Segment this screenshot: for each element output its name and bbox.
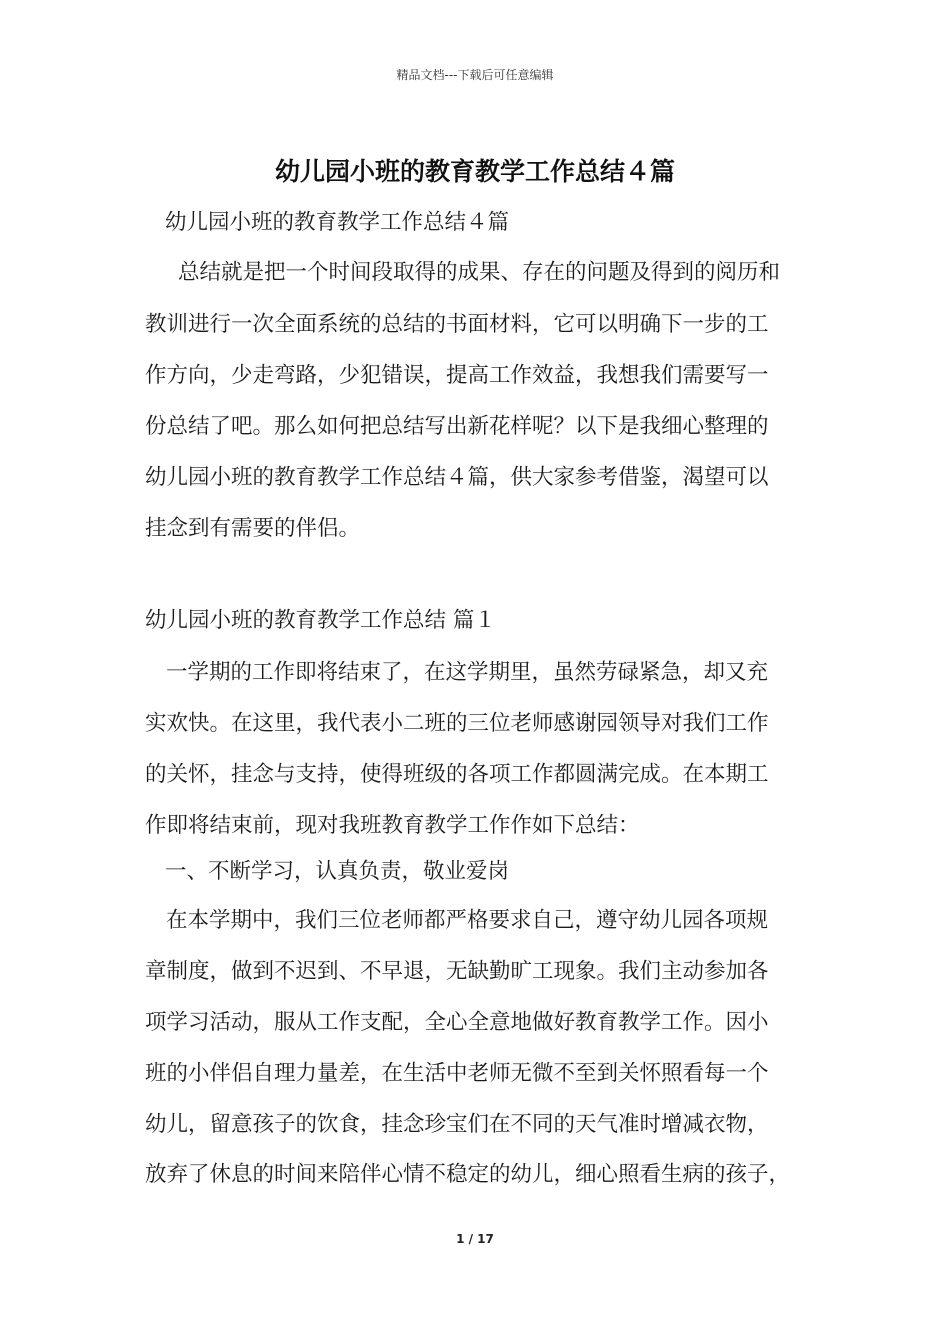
page-number: 1 / 17 (456, 1232, 494, 1246)
paragraph-line: 幼儿，留意孩子的饮食，挂念珍宝们在不同的天气准时增减衣物， (145, 1112, 769, 1137)
paragraph-line: 挂念到有需要的伴侣。 (145, 516, 361, 541)
paragraph-line: 总结就是把一个时间段取得的成果、存在的问题及得到的阅历和 (178, 260, 781, 285)
paragraph-line: 幼儿园小班的教育教学工作总结４篇，供大家参考借鉴，渴望可以 (145, 465, 769, 490)
paragraph-line: 项学习活动，服从工作支配，全心全意地做好教育教学工作。因小 (145, 1010, 769, 1035)
paragraph-line: 教训进行一次全面系统的总结的书面材料，它可以明确下一步的工 (145, 312, 769, 337)
paragraph-line: 作即将结束前，现对我班教育教学工作作如下总结： (145, 813, 640, 838)
paragraph-line: 一学期的工作即将结束了，在这学期里，虽然劳碌紧急，却又充 (166, 660, 769, 685)
paragraph-line: 实欢快。在这里，我代表小二班的三位老师感谢园领导对我们工作 (145, 711, 769, 736)
page-header: 精品文档---下载后可任意编辑 (396, 68, 554, 82)
section-heading: 幼儿园小班的教育教学工作总结 篇１ (145, 608, 496, 633)
paragraph-line: 作方向，少走弯路，少犯错误，提高工作效益，我想我们需要写一 (145, 363, 769, 388)
document-title: 幼儿园小班的教育教学工作总结４篇 (274, 157, 675, 186)
paragraph-line: 班的小伴侣自理力量差，在生活中老师无微不至到关怀照看每一个 (145, 1061, 769, 1086)
paragraph-line: 的关怀，挂念与支持，使得班级的各项工作都圆满完成。在本期工 (145, 762, 769, 787)
paragraph-line: 份总结了吧。那么如何把总结写出新花样呢？以下是我细心整理的 (145, 414, 769, 439)
paragraph-line: 在本学期中，我们三位老师都严格要求自己，遵守幼儿园各项规 (166, 908, 769, 933)
subtitle-line: 幼儿园小班的教育教学工作总结４篇 (165, 210, 510, 235)
paragraph-line: 章制度，做到不迟到、不早退，无缺勤旷工现象。我们主动参加各 (145, 959, 769, 984)
paragraph-line: 放弃了休息的时间来陪伴心情不稳定的幼儿，细心照看生病的孩子， (145, 1162, 791, 1187)
subsection-heading: 一、不断学习，认真负责，敬业爱岗 (165, 859, 510, 884)
